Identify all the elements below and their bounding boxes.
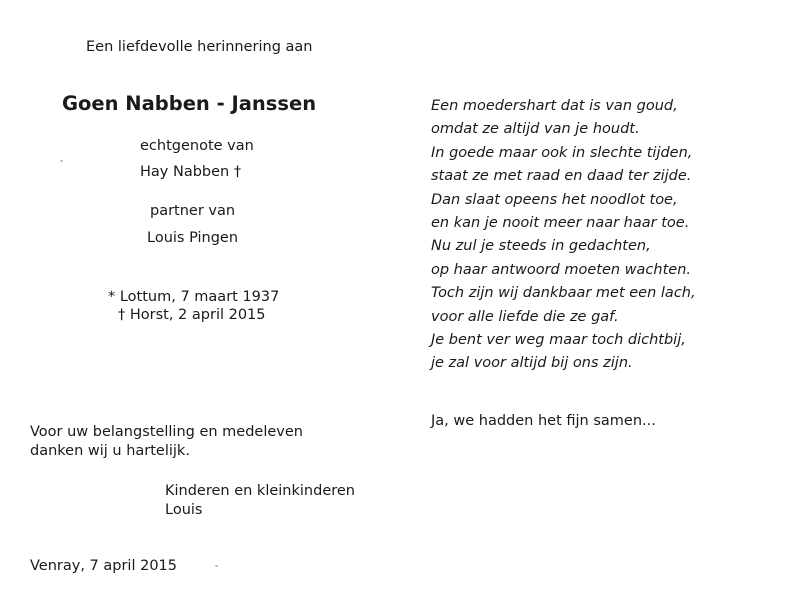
intro-text: Een liefdevolle herinnering aan bbox=[86, 39, 313, 55]
thanks-line-2: danken wij u hartelijk. bbox=[30, 443, 190, 459]
partner-name: Louis Pingen bbox=[147, 230, 239, 246]
birth-info: * Lottum, 7 maart 1937 bbox=[108, 289, 280, 305]
poem bbox=[431, 95, 696, 376]
thanks-line-1: Voor uw belangstelling en medeleven bbox=[30, 424, 303, 440]
spouse-name: Hay Nabben † bbox=[140, 164, 242, 180]
poem-line: omdat ze altijd van je houdt. bbox=[431, 121, 640, 138]
poem-closing: Ja, we hadden het fijn samen... bbox=[431, 413, 656, 429]
poem-line: Dan slaat opeens het noodlot toe, bbox=[431, 191, 678, 208]
scan-speck bbox=[60, 160, 63, 162]
signoff-line-2: Louis bbox=[165, 502, 203, 518]
poem-line: Je bent ver weg maar toch dichtbij, bbox=[431, 332, 686, 349]
deceased-name: Goen Nabben - Janssen bbox=[62, 92, 317, 115]
scan-speck bbox=[215, 565, 218, 567]
poem-line: Toch zijn wij dankbaar met een lach, bbox=[431, 285, 696, 302]
poem-line: voor alle liefde die ze gaf. bbox=[431, 308, 619, 325]
poem-line: Een moedershart dat is van goud, bbox=[431, 98, 678, 114]
spouse-label: echtgenote van bbox=[140, 138, 254, 154]
poem-line: je zal voor altijd bij ons zijn. bbox=[431, 355, 633, 372]
thanks-message bbox=[30, 423, 303, 461]
death-info: † Horst, 2 april 2015 bbox=[118, 307, 266, 323]
poem-line: en kan je nooit meer naar haar toe. bbox=[431, 215, 690, 232]
place-date: Venray, 7 april 2015 bbox=[30, 558, 178, 574]
signoff-line-1: Kinderen en kleinkinderen bbox=[165, 483, 355, 499]
poem-line: op haar antwoord moeten wachten. bbox=[431, 261, 691, 278]
poem-line: staat ze met raad en daad ter zijde. bbox=[431, 168, 692, 185]
partner-label: partner van bbox=[150, 203, 236, 219]
poem-line: In goede maar ook in slechte tijden, bbox=[431, 144, 693, 161]
family-signoff bbox=[165, 482, 355, 520]
poem-line: Nu zul je steeds in gedachten, bbox=[431, 238, 651, 255]
